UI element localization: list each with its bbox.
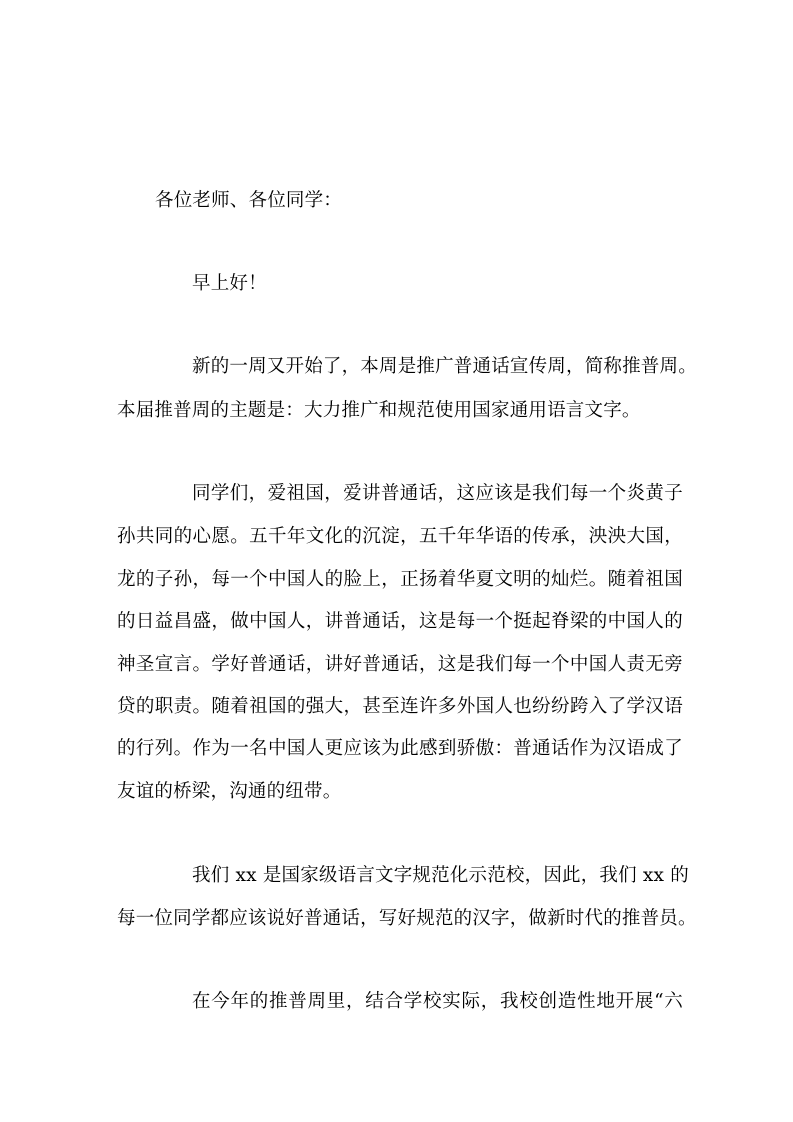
paragraph-2-line-2: 孙共同的心愿。五千年文化的沉淀，五千年华语的传承，泱泱大国， — [117, 526, 683, 547]
paragraph-1-line-1: 新的一周又开始了，本周是推广普通话宣传周，简称推普周。 — [192, 356, 697, 377]
paragraph-4-line-1: 在今年的推普周里，结合学校实际，我校创造性地开展“六 — [192, 991, 683, 1012]
paragraph-2-line-1: 同学们，爱祖国，爱讲普通话，这应该是我们每一个炎黄子 — [192, 483, 683, 504]
paragraph-2-line-5: 神圣宣言。学好普通话，讲好普通话，这是我们每一个中国人责无旁 — [117, 654, 683, 675]
paragraph-3-line-2: 每一位同学都应该说好普通话，写好规范的汉字，做新时代的推普员。 — [117, 908, 697, 929]
paragraph-2-line-4: 的日益昌盛，做中国人，讲普通话，这是每一个挺起脊梁的中国人的 — [117, 611, 683, 632]
paragraph-2-line-7: 的行列。作为一名中国人更应该为此感到骄傲：普通话作为汉语成了 — [117, 738, 683, 759]
paragraph-2-line-3: 龙的子孙，每一个中国人的脸上，正扬着华夏文明的灿烂。随着祖国 — [117, 569, 683, 590]
paragraph-2-line-6: 贷的职责。随着祖国的强大，甚至连许多外国人也纷纷跨入了学汉语 — [117, 696, 683, 717]
greeting: 早上好！ — [192, 273, 267, 294]
paragraph-3-line-1: 我们 xx 是国家级语言文字规范化示范校，因此，我们 xx 的 — [192, 865, 689, 886]
salutation: 各位老师、各位同学： — [155, 190, 343, 211]
paragraph-2-line-8: 友谊的桥梁，沟通的纽带。 — [117, 781, 342, 802]
paragraph-1-line-2: 本届推普周的主题是：大力推广和规范使用国家通用语言文字。 — [117, 400, 641, 421]
